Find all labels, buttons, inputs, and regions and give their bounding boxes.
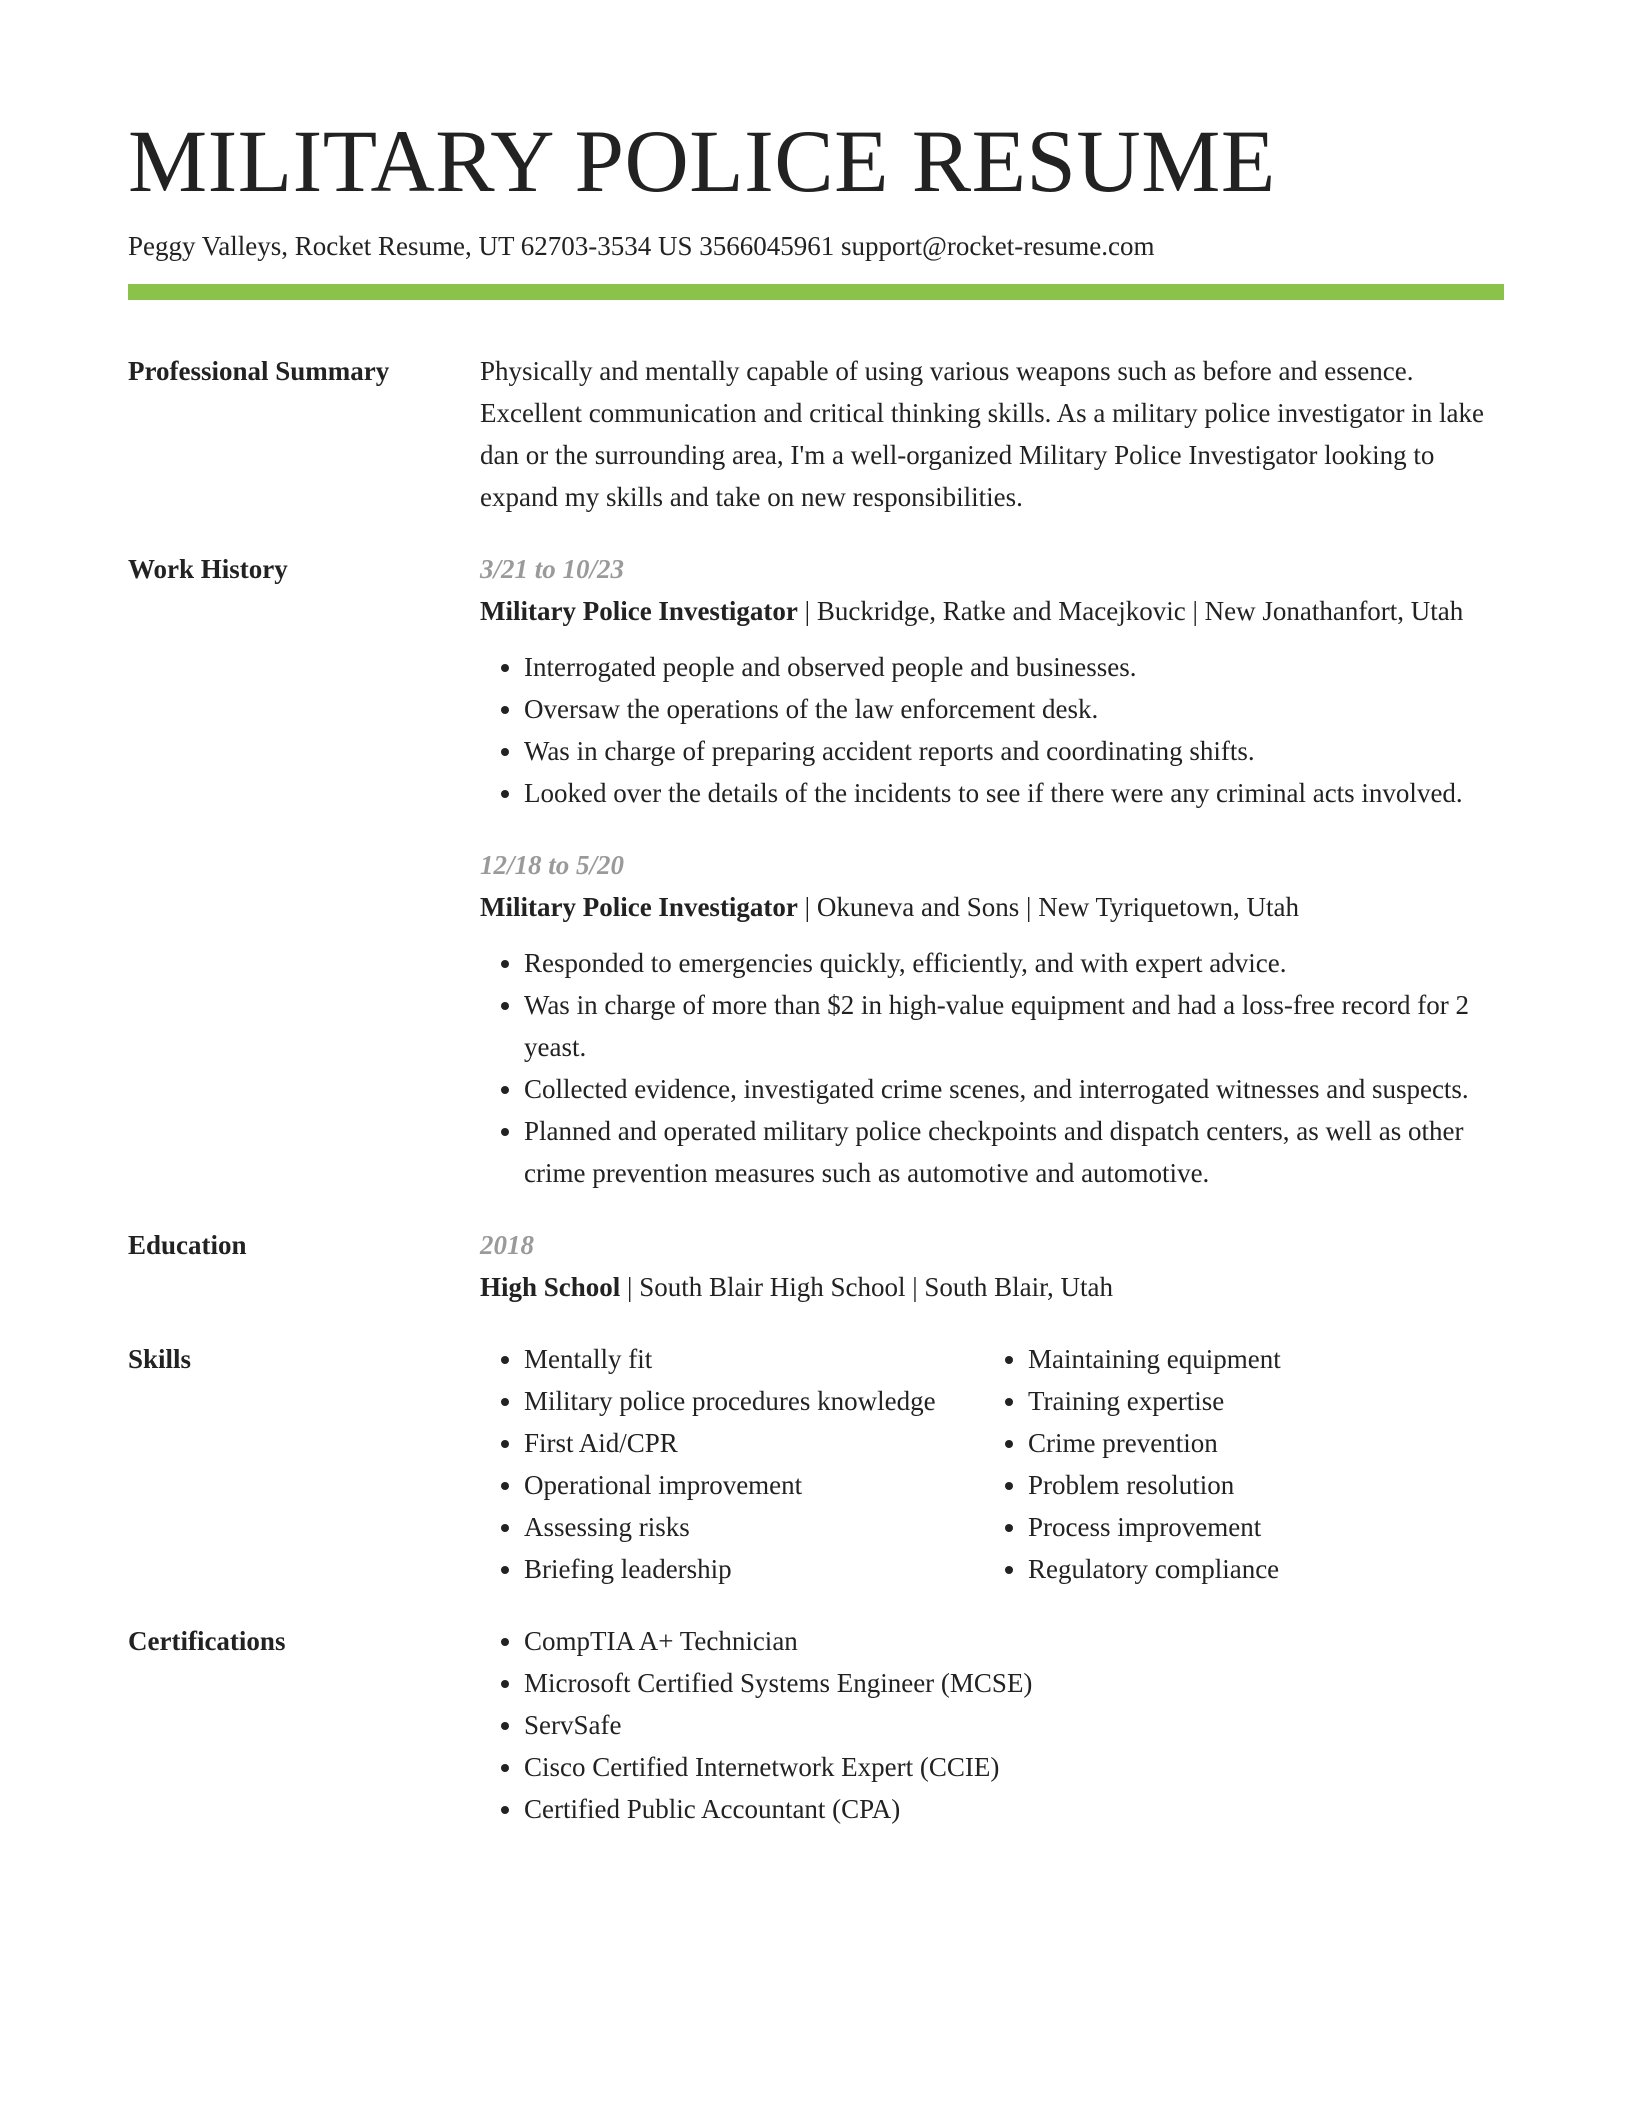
list-item: • Planned and operated military police checkpoints and dispatch centers, as well as other crime prevention measures such as automotive and automotive. — [524, 1110, 1504, 1194]
list-item: • Responded to emergencies quickly, efficiently, and with expert advice. — [524, 942, 1504, 984]
education-year: 2018 — [480, 1230, 534, 1261]
section-label: Work History — [128, 554, 288, 585]
education-details: | South Blair High School | South Blair, Utah — [620, 1272, 1114, 1303]
job-bullets — [480, 942, 1504, 1194]
education-entry — [480, 1224, 1504, 1308]
certifications-list — [480, 1620, 1504, 1830]
list-item: • Military police procedures knowledge — [524, 1380, 984, 1422]
list-item: • Cisco Certified Internetwork Expert (CCIE) — [524, 1746, 1504, 1788]
skills-column-1 — [480, 1338, 984, 1590]
list-item: • Oversaw the operations of the law enforcement desk. — [524, 688, 1504, 730]
job-entry — [480, 844, 1504, 1194]
contact-line: Peggy Valleys, Rocket Resume, UT 62703-3534 US 3566045961 support@rocket-resume.com — [128, 231, 1155, 261]
accent-divider — [128, 284, 1504, 300]
resume-title: MILITARY POLICE RESUME — [128, 113, 1276, 211]
job-bullets — [480, 646, 1504, 814]
job-heading — [480, 590, 1504, 632]
section-professional-summary — [128, 350, 1504, 518]
job-title: Military Police Investigator — [480, 892, 798, 923]
job-dates: 3/21 to 10/23 — [480, 554, 625, 585]
list-item: • Crime prevention — [1028, 1422, 1504, 1464]
job-details: | Buckridge, Ratke and Macejkovic | New Jonathanfort, Utah — [797, 596, 1464, 627]
degree: High School — [480, 1272, 621, 1303]
certifications-body — [480, 1620, 1504, 1830]
job-dates: 12/18 to 5/20 — [480, 850, 625, 881]
list-item: • CompTIA A+ Technician — [524, 1620, 1504, 1662]
list-item: • Collected evidence, investigated crime scenes, and interrogated witnesses and suspects. — [524, 1068, 1504, 1110]
section-label: Skills — [128, 1344, 192, 1375]
list-item: • Was in charge of more than $2 in high-value equipment and had a loss-free record for 2 yeast. — [524, 984, 1504, 1068]
job-entry — [480, 548, 1504, 814]
list-item: • Mentally fit — [524, 1338, 984, 1380]
list-item: • Operational improvement — [524, 1464, 984, 1506]
section-education — [128, 1224, 1504, 1308]
section-label: Certifications — [128, 1626, 286, 1657]
list-item: • Looked over the details of the incidents to see if there were any criminal acts involved. — [524, 772, 1504, 814]
summary-text: Physically and mentally capable of using various weapons such as before and essence. Excellent communication and critical thinking skills. As a military police investigator in lake dan or the surrounding area, I'm a well-organized Military Police Investigator looking to expand my skills and take on new responsibilities. — [480, 356, 1485, 513]
skills-column-2 — [984, 1338, 1504, 1590]
skills-grid — [480, 1338, 1504, 1590]
list-item: • First Aid/CPR — [524, 1422, 984, 1464]
list-item: • Training expertise — [1028, 1380, 1504, 1422]
list-item: • Interrogated people and observed people and businesses. — [524, 646, 1504, 688]
list-item: • Microsoft Certified Systems Engineer (MCSE) — [524, 1662, 1504, 1704]
section-label: Education — [128, 1230, 247, 1261]
list-item: • Problem resolution — [1028, 1464, 1504, 1506]
section-work-history — [128, 548, 1504, 1194]
list-item: • Process improvement — [1028, 1506, 1504, 1548]
list-item: • Briefing leadership — [524, 1548, 984, 1590]
section-certifications — [128, 1620, 1504, 1830]
education-heading — [480, 1266, 1504, 1308]
list-item: • Maintaining equipment — [1028, 1338, 1504, 1380]
list-item: • ServSafe — [524, 1704, 1504, 1746]
list-item: • Certified Public Accountant (CPA) — [524, 1788, 1504, 1830]
section-skills — [128, 1338, 1504, 1590]
list-item: • Regulatory compliance — [1028, 1548, 1504, 1590]
job-title: Military Police Investigator — [480, 596, 798, 627]
list-item: • Assessing risks — [524, 1506, 984, 1548]
job-heading — [480, 886, 1504, 928]
job-details: | Okuneva and Sons | New Tyriquetown, Utah — [797, 892, 1300, 923]
list-item: • Was in charge of preparing accident reports and coordinating shifts. — [524, 730, 1504, 772]
section-label: Professional Summary — [128, 356, 390, 387]
work-entries — [480, 548, 1504, 1194]
